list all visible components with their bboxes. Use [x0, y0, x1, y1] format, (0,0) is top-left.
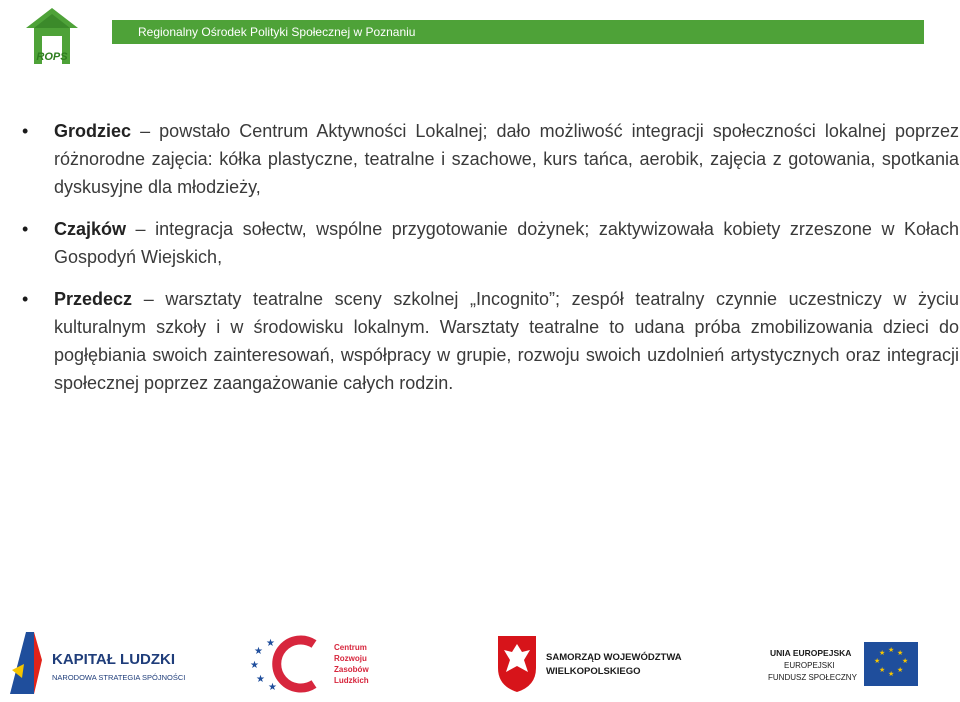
svg-text:★: ★	[888, 647, 895, 654]
bullet-list	[22, 117, 959, 411]
svg-text:★: ★	[897, 667, 904, 674]
bullet-icon: •	[22, 219, 29, 239]
bullet-icon: •	[22, 121, 29, 141]
bullet-title: Przedecz	[54, 289, 133, 309]
bullet-icon: •	[22, 289, 29, 309]
svg-text:★: ★	[268, 682, 277, 693]
bullet-item-grodziec	[22, 117, 959, 201]
samorzad-line-2: WIELKOPOLSKIEGO	[546, 666, 641, 677]
svg-text:★: ★	[256, 674, 265, 685]
ue-logo	[758, 636, 922, 692]
svg-text:★: ★	[902, 658, 909, 665]
rops-logo-text: ROPS	[36, 51, 68, 63]
svg-text:★: ★	[897, 650, 904, 657]
rops-logo	[22, 6, 82, 72]
crzl-line-2: Rozwoju	[334, 654, 367, 663]
svg-text:★: ★	[879, 650, 886, 657]
crzl-line-1: Centrum	[334, 643, 367, 652]
crzl-logo	[248, 634, 388, 692]
kapital-ludzki-title: KAPITAŁ LUDZKI	[52, 651, 176, 668]
svg-text:★: ★	[888, 671, 895, 678]
bullet-text	[54, 117, 959, 201]
bullet-title: Grodziec	[54, 121, 132, 141]
bullet-dash: –	[140, 121, 151, 141]
crzl-line-3: Zasobów	[334, 665, 369, 674]
ue-line-1: UNIA EUROPEJSKA	[770, 648, 852, 658]
bullet-item-przedecz	[22, 285, 959, 397]
bullet-dash: –	[135, 219, 146, 239]
crzl-line-4: Ludzkich	[334, 676, 369, 685]
samorzad-logo	[492, 632, 682, 694]
ue-line-2: EUROPEJSKI	[784, 661, 835, 670]
svg-text:★: ★	[266, 638, 275, 649]
bullet-body: integracja sołectw, wspólne przygotowanie dożynek; zaktywizowała kobiety zrzeszone w Kołach Gospodyń Wiejskich,	[54, 219, 959, 267]
bullet-dash: –	[143, 289, 154, 309]
header-title: Regionalny Ośrodek Polityki Społecznej w Poznaniu	[138, 25, 416, 39]
ue-line-3: FUNDUSZ SPOŁECZNY	[768, 673, 857, 682]
header-bar	[112, 20, 924, 44]
bullet-text	[54, 285, 959, 397]
svg-text:★: ★	[874, 658, 881, 665]
bullet-body: warsztaty teatralne sceny szkolnej „Incognito”; zespół teatralny czynnie uczestniczy w życiu kulturalnym szkoły i w środowisku lokalnym. Warsztaty teatralne to udana próba zmobilizowania dzieci do pogłębiania swoich zainteresowań, współpracy w grupie, rozwoju swoich uzdolnień artystycznych oraz integracji społecznej poprzez zaangażowanie całych rodzin.	[54, 289, 959, 393]
samorzad-line-1: SAMORZĄD WOJEWÓDZTWA	[546, 652, 682, 663]
bullet-item-czajkow	[22, 215, 959, 271]
svg-text:★: ★	[254, 646, 263, 657]
kapital-ludzki-subtitle: NARODOWA STRATEGIA SPÓJNOŚCI	[52, 673, 186, 682]
svg-text:★: ★	[250, 660, 259, 671]
bullet-body: powstało Centrum Aktywności Lokalnej; dało możliwość integracji społeczności lokalnej poprzez różnorodne zajęcia: kółka plastyczne, teatralne i szachowe, kurs tańca, aerobik, zajęcia z gotowania, spotkania dyskusyjne dla młodzieży,	[54, 121, 959, 197]
kapital-ludzki-logo	[8, 630, 186, 696]
svg-text:★: ★	[879, 667, 886, 674]
bullet-title: Czajków	[54, 219, 127, 239]
bullet-text	[54, 215, 959, 271]
